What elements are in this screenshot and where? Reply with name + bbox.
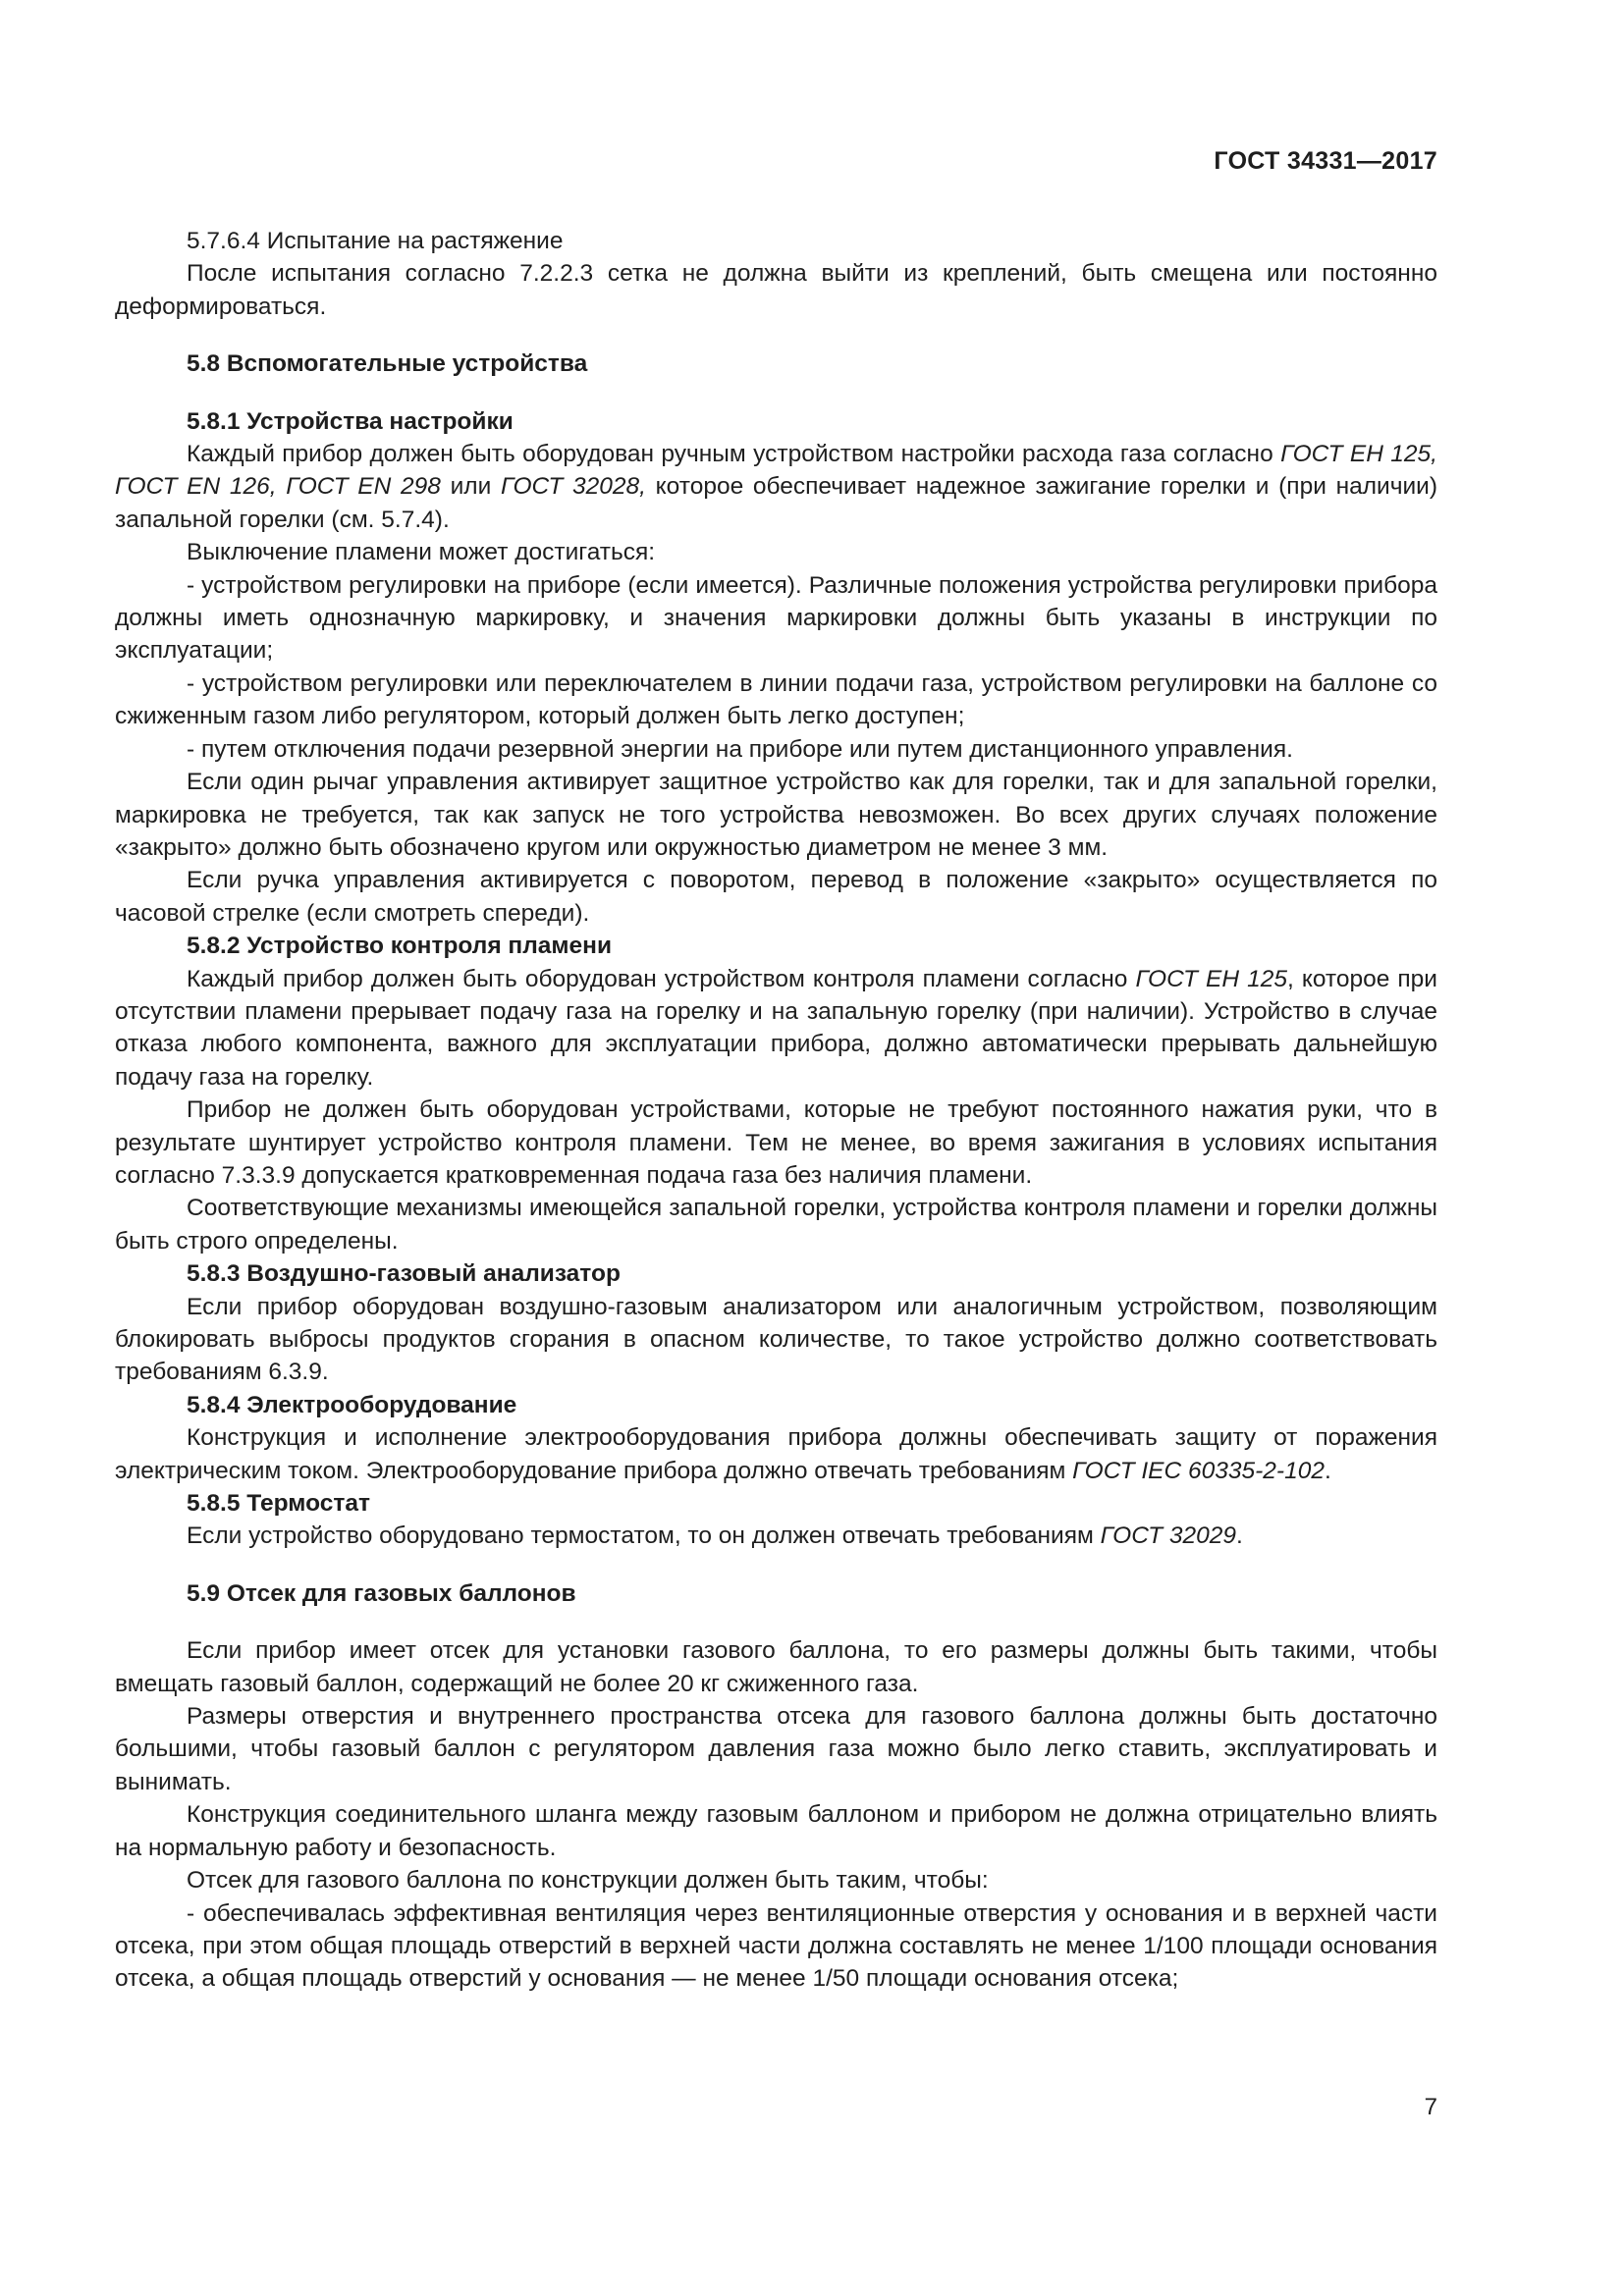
list-item: - путем отключения подачи резервной энергии на приборе или путем дистанционного управления.: [187, 735, 1293, 763]
paragraph: Если устройство оборудовано термостатом, то он должен отвечать требованиям ГОСТ 32029.: [187, 1522, 1243, 1550]
standard-reference: ГОСТ IEC 60335-2-102: [1072, 1457, 1325, 1484]
section-5-8-4-heading: 5.8.4 Электрооборудование: [187, 1391, 517, 1418]
section-5-8-2-heading: 5.8.2 Устройство контроля пламени: [187, 933, 613, 960]
paragraph: Каждый прибор должен быть оборудован ручным устройством настройки расхода газа согласно ГОСТ ЕН 125, ГОСТ EN 126, ГОСТ EN 298 или ГОСТ 32028, которое обеспечивает надежное зажигание горелки и (при наличии) запальной горелки (см. 5.7.4).: [115, 441, 1437, 533]
document-id-header: ГОСТ 34331—2017: [1214, 147, 1437, 175]
section-5-8-5-heading: 5.8.5 Термостат: [187, 1490, 371, 1518]
paragraph: Размеры отверстия и внутреннего пространства отсека для газового баллона должны быть достаточно большими, чтобы газовый баллон с регулятором давления газа можно было легко ставить, эксплуатировать и вынимать.: [115, 1703, 1437, 1795]
paragraph: Конструкция и исполнение электрооборудования прибора должны обеспечивать защиту от поражения электрическим током. Электрооборудование прибора должно отвечать требованиям ГОСТ IEC 60335-2-102.: [115, 1424, 1437, 1484]
paragraph: Если ручка управления активируется с поворотом, перевод в положение «закрыто» осуществляется по часовой стрелке (если смотреть спереди).: [115, 867, 1437, 927]
section-5-9-heading: 5.9 Отсек для газовых баллонов: [187, 1579, 576, 1607]
list-item: - устройством регулировки на приборе (если имеется). Различные положения устройства регулировки прибора должны иметь однозначную маркировку, и значения маркировки должны быть указаны в инструкции по эксплуатации;: [115, 571, 1437, 665]
paragraph: Каждый прибор должен быть оборудован устройством контроля пламени согласно ГОСТ ЕН 125, которое при отсутствии пламени прерывает подачу газа на горелку и на запальную горелку (при наличии). Устройство в случае отказа любого компонента, важного для эксплуатации прибора, должно автоматически прерывать дальнейшую подачу газа на горелку.: [115, 965, 1437, 1091]
paragraph: Отсек для газового баллона по конструкции должен быть таким, чтобы:: [187, 1867, 989, 1895]
paragraph: Соответствующие механизмы имеющейся запальной горелки, устройства контроля пламени и горелки должны быть строго определены.: [115, 1195, 1437, 1255]
standard-reference: ГОСТ ЕН 125, ГОСТ EN 126, ГОСТ EN 298: [115, 441, 1437, 501]
document-body: [115, 225, 1437, 1996]
standard-reference: ГОСТ 32028,: [500, 473, 646, 501]
paragraph: После испытания согласно 7.2.2.3 сетка не должна выйти из креплений, быть смещена или постоянно деформироваться.: [115, 260, 1437, 320]
paragraph: Если один рычаг управления активирует защитное устройство как для горелки, так и для запальной горелки, маркировка не требуется, так как запуск не того устройства невозможен. Во всех других случаях положение «закрыто» должно быть обозначено кругом или окружностью диаметром не менее 3 мм.: [115, 769, 1437, 861]
page-number: 7: [1424, 2094, 1437, 2120]
list-item: - устройством регулировки или переключателем в линии подачи газа, устройством регулировки на баллоне со сжиженным газом либо регулятором, который должен быть легко доступен;: [115, 669, 1437, 730]
list-item: - обеспечивалась эффективная вентиляция через вентиляционные отверстия у основания и в верхней части отсека, при этом общая площадь отверстий в верхней части должна составлять не менее 1/100 площади основания отсека, а общая площадь отверстий у основания — не менее 1/50 площади основания отсека;: [115, 1899, 1437, 1993]
standard-reference: ГОСТ 32029: [1100, 1522, 1237, 1550]
paragraph: Конструкция соединительного шланга между газовым баллоном и прибором не должна отрицательно влиять на нормальную работу и безопасность.: [115, 1801, 1437, 1861]
section-5-8-1-heading: 5.8.1 Устройства настройки: [187, 407, 514, 435]
paragraph: Прибор не должен быть оборудован устройствами, которые не требуют постоянного нажатия руки, что в результате шунтирует устройство контроля пламени. Тем не менее, во время зажигания в условиях испытания согласно 7.3.3.9 допускается кратковременная подача газа без наличия пламени.: [115, 1096, 1437, 1189]
standard-reference: ГОСТ ЕН 125: [1135, 965, 1287, 992]
section-5-8-3-heading: 5.8.3 Воздушно-газовый анализатор: [187, 1260, 621, 1288]
paragraph: Если прибор оборудован воздушно-газовым анализатором или аналогичным устройством, позволяющим блокировать выбросы продуктов сгорания в опасном количестве, то такое устройство должно соответствовать требованиям 6.3.9.: [115, 1293, 1437, 1386]
section-5-8-heading: 5.8 Вспомогательные устройства: [187, 350, 588, 378]
paragraph: Если прибор имеет отсек для установки газового баллона, то его размеры должны быть такими, чтобы вмещать газовый баллон, содержащий не более 20 кг сжиженного газа.: [115, 1637, 1437, 1697]
paragraph: Выключение пламени может достигаться:: [187, 539, 656, 566]
section-5-7-6-4-title: 5.7.6.4 Испытание на растяжение: [187, 228, 564, 254]
